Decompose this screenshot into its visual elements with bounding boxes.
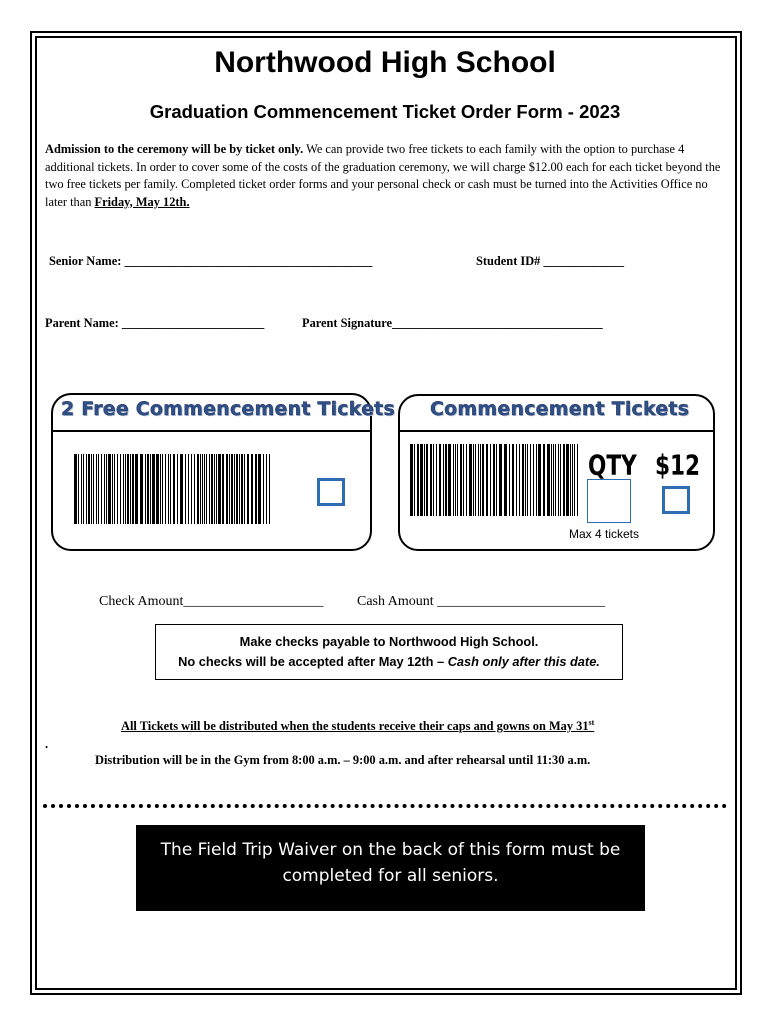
waiver-banner — [136, 825, 645, 911]
barcode-bar — [194, 454, 195, 524]
free-tickets-barcode — [74, 454, 272, 524]
barcode-bar — [244, 454, 245, 524]
barcode-bar — [433, 444, 434, 516]
barcode-bar — [455, 444, 456, 516]
barcode-bar — [538, 444, 541, 516]
barcode-bar — [536, 444, 537, 516]
barcode-bar — [114, 454, 115, 524]
barcode-bar — [251, 454, 253, 524]
barcode-bar — [420, 444, 423, 516]
barcode-bar — [180, 454, 183, 524]
barcode-bar — [493, 444, 495, 516]
barcode-bar — [543, 444, 545, 516]
barcode-bar — [202, 454, 203, 524]
barcode-bar — [162, 454, 163, 524]
paid-tickets-barcode — [410, 444, 580, 516]
check-amount-field[interactable]: Check Amount____________________ — [99, 594, 324, 609]
barcode-bar — [522, 444, 524, 516]
barcode-bar — [530, 444, 531, 516]
barcode-bar — [560, 444, 561, 516]
barcode-bar — [104, 454, 105, 524]
barcode-bar — [152, 454, 155, 524]
barcode-bar — [430, 444, 432, 516]
barcode-bar — [117, 454, 118, 524]
barcode-bar — [209, 454, 210, 524]
barcode-bar — [173, 454, 175, 524]
barcode-bar — [555, 444, 556, 516]
barcode-bar — [572, 444, 573, 516]
barcode-bar — [93, 454, 94, 524]
barcode-bar — [132, 454, 134, 524]
barcode-bar — [570, 444, 571, 516]
page-title: Northwood High School — [214, 46, 556, 79]
barcode-bar — [482, 444, 484, 516]
barcode-bar — [112, 454, 113, 524]
waiver-line2: completed for all seniors. — [282, 866, 499, 886]
max-tickets-note: Max 4 tickets — [569, 527, 640, 541]
barcode-bar — [577, 444, 578, 516]
free-tickets-checkbox[interactable] — [317, 478, 345, 506]
barcode-bar — [127, 454, 129, 524]
check-notice-line1: Make checks payable to Northwood High School. — [239, 634, 539, 649]
distribution-line1: All Tickets will be distributed when the students receive their caps and gowns on May 31st — [121, 718, 595, 734]
paid-tickets-title: Commencement Tickets — [430, 398, 690, 420]
barcode-bar — [478, 444, 479, 516]
barcode-bar — [566, 444, 569, 516]
barcode-bar — [231, 454, 233, 524]
barcode-bar — [436, 444, 437, 516]
barcode-bar — [150, 454, 151, 524]
barcode-bar — [247, 454, 249, 524]
barcode-bar — [504, 444, 507, 516]
deadline-text: Friday, May 12th. — [94, 194, 190, 209]
parent-name-field[interactable]: Parent Name: _______________________ — [45, 316, 265, 330]
barcode-bar — [473, 444, 474, 516]
barcode-bar — [558, 444, 559, 516]
barcode-bar — [88, 454, 90, 524]
barcode-bar — [443, 444, 444, 516]
barcode-bar — [170, 454, 171, 524]
check-notice-line2: No checks will be accepted after May 12th – Cash only after this date. — [178, 654, 600, 669]
price-label: $12 — [655, 449, 701, 482]
barcode-bar — [417, 444, 419, 516]
barcode-bar — [563, 444, 565, 516]
barcode-bar — [214, 454, 215, 524]
barcode-bar — [448, 444, 451, 516]
paid-tickets-rule — [400, 430, 713, 432]
barcode-bar — [469, 444, 472, 516]
barcode-bar — [108, 454, 111, 524]
barcode-bar — [241, 454, 243, 524]
barcode-bar — [547, 444, 550, 516]
barcode-bar — [414, 444, 415, 516]
barcode-bar — [96, 454, 97, 524]
barcode-bar — [91, 454, 92, 524]
distribution-line2: Distribution will be in the Gym from 8:00 a.m. – 9:00 a.m. and after rehearsal until 11:30 a.m. — [95, 753, 591, 767]
barcode-bar — [177, 454, 178, 524]
barcode-bar — [185, 454, 186, 524]
barcode-bar — [527, 444, 528, 516]
barcode-bar — [197, 454, 199, 524]
barcode-bar — [160, 454, 161, 524]
barcode-bar — [457, 444, 458, 516]
barcode-bar — [101, 454, 102, 524]
barcode-bar — [81, 454, 82, 524]
barcode-bar — [519, 444, 520, 516]
student-id-field[interactable]: Student ID# _____________ — [476, 254, 625, 268]
barcode-bar — [574, 444, 575, 516]
barcode-bar — [258, 454, 261, 524]
barcode-bar — [98, 454, 99, 524]
barcode-bar — [145, 454, 146, 524]
paid-tickets-checkbox[interactable] — [662, 486, 690, 514]
form-subtitle: Graduation Commencement Ticket Order Form - 2023 — [149, 101, 621, 122]
barcode-bar — [200, 454, 201, 524]
barcode-bar — [255, 454, 257, 524]
barcode-bar — [216, 454, 217, 524]
barcode-bar — [269, 454, 270, 524]
barcode-bar — [553, 444, 554, 516]
barcode-bar — [211, 454, 213, 524]
barcode-bar — [439, 444, 441, 516]
barcode-bar — [147, 454, 149, 524]
barcode-bar — [204, 454, 205, 524]
barcode-bar — [206, 454, 207, 524]
barcode-bar — [460, 444, 462, 516]
barcode-bar — [135, 454, 138, 524]
barcode-bar — [74, 454, 77, 524]
distribution-marker: . — [45, 737, 49, 751]
barcode-bar — [410, 444, 413, 516]
free-tickets-rule — [53, 430, 370, 432]
barcode-bar — [222, 454, 224, 524]
barcode-bar — [426, 444, 428, 516]
barcode-bar — [188, 454, 189, 524]
barcode-bar — [165, 454, 166, 524]
barcode-bar — [130, 454, 131, 524]
barcode-bar — [236, 454, 238, 524]
parent-signature-field[interactable]: Parent Signature__________________________________ — [302, 316, 603, 330]
barcode-bar — [191, 454, 192, 524]
barcode-bar — [466, 444, 467, 516]
barcode-bar — [226, 454, 228, 524]
barcode-bar — [86, 454, 87, 524]
barcode-bar — [229, 454, 230, 524]
barcode-bar — [509, 444, 510, 516]
intro-paragraph — [45, 141, 731, 211]
barcode-bar — [499, 444, 502, 516]
barcode-bar — [234, 454, 235, 524]
barcode-bar — [120, 454, 121, 524]
free-tickets-title: 2 Free Commencement Tickets — [61, 398, 395, 420]
barcode-bar — [512, 444, 514, 516]
waiver-line1: The Field Trip Waiver on the back of this form must be — [160, 840, 621, 860]
quantity-input-box[interactable] — [587, 479, 631, 523]
barcode-bar — [525, 444, 526, 516]
barcode-bar — [486, 444, 488, 516]
barcode-bar — [424, 444, 425, 516]
barcode-bar — [83, 454, 84, 524]
barcode-bar — [125, 454, 126, 524]
barcode-bar — [168, 454, 169, 524]
barcode-bar — [263, 454, 264, 524]
barcode-bar — [445, 444, 447, 516]
check-notice-box — [155, 624, 623, 680]
cash-amount-field[interactable]: Cash Amount ________________________ — [357, 594, 606, 609]
barcode-bar — [140, 454, 143, 524]
intro-lead: Admission to the ceremony will be by ticket only. — [45, 142, 304, 156]
barcode-bar — [453, 444, 454, 516]
barcode-bar — [490, 444, 491, 516]
barcode-bar — [156, 454, 159, 524]
barcode-bar — [516, 444, 517, 516]
barcode-bar — [475, 444, 476, 516]
barcode-bar — [78, 454, 79, 524]
barcode-bar — [123, 454, 124, 524]
barcode-bar — [463, 444, 464, 516]
barcode-bar — [533, 444, 534, 516]
senior-name-field[interactable]: Senior Name: ________________________________________ — [49, 254, 373, 268]
barcode-bar — [496, 444, 497, 516]
barcode-bar — [551, 444, 552, 516]
cut-line — [43, 804, 727, 808]
intro-body: We can provide two free tickets to each family with the option to purchase 4 additional tickets. In order to cover some of the costs of the graduation ceremony, we will charge $12.00 each for each ticket beyond the two free tickets per family. Completed ticket order forms and your personal check or cash must be turned into the Activities Office no later than — [45, 142, 721, 209]
barcode-bar — [480, 444, 481, 516]
barcode-bar — [266, 454, 267, 524]
barcode-bar — [106, 454, 107, 524]
barcode-bar — [218, 454, 221, 524]
qty-label: QTY — [588, 449, 637, 482]
barcode-bar — [239, 454, 240, 524]
